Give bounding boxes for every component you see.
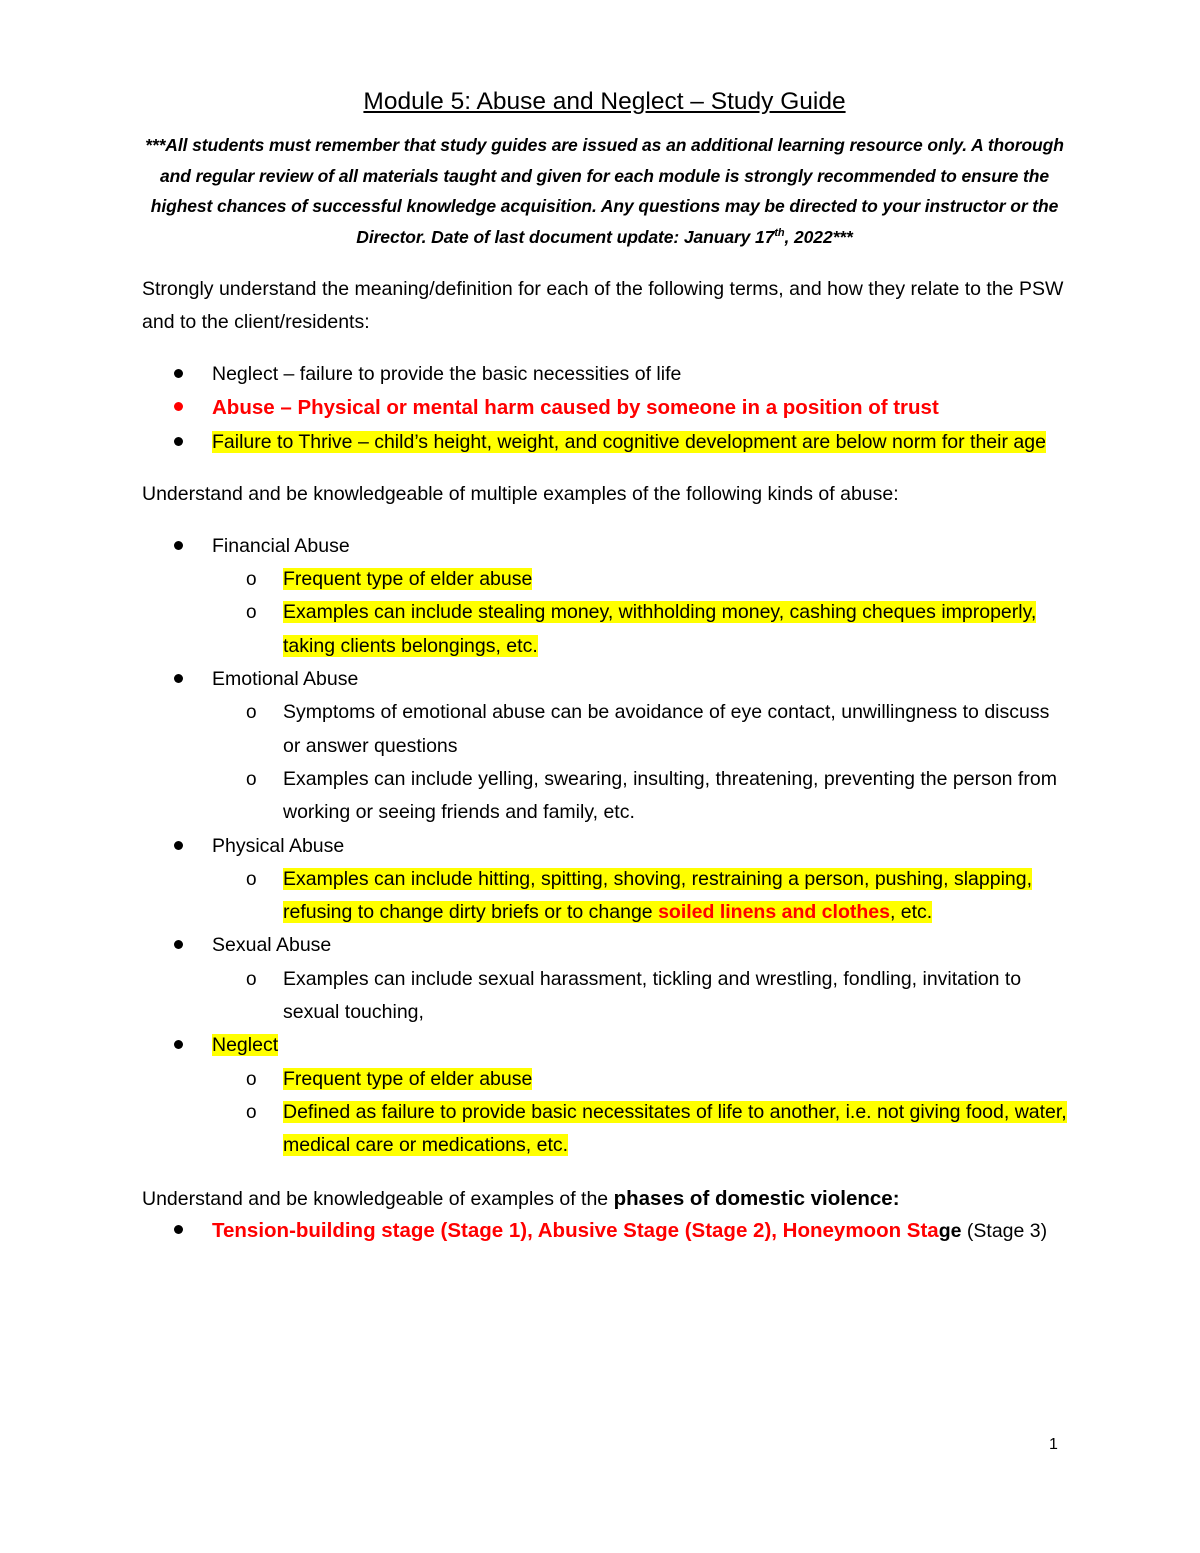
sub-item-text: Frequent type of elder abuse [283,1067,533,1090]
notice-superscript: th [774,226,785,239]
circle-bullet-icon: o [246,602,257,624]
term-text: Failure to Thrive – child’s height, weight, and cognitive development are below norm for their age [212,430,1046,453]
kind-label: Physical Abuse [212,834,345,857]
sub-item-text-red: soiled linens and clothes [658,901,890,924]
sub-item-text: Examples can include sexual harassment, tickling and wrestling, fondling, invitation to sexual touching, [283,967,1022,1024]
bullet-icon [174,437,183,446]
kind-label: Neglect [212,1034,279,1057]
sub-item-text: Examples can include yelling, swearing, insulting, threatening, preventing the person from working or seeing friends and family, etc. [283,767,1057,824]
term-text: Abuse – Physical or mental harm caused by someone in a position of trust [212,396,939,420]
phases-text: (Stage 3) [961,1219,1048,1242]
page-number: 1 [1049,1436,1058,1453]
circle-bullet-icon: o [246,768,257,790]
sub-item [142,1063,1067,1096]
kinds-list [142,530,1067,1163]
intro-phases-bold: phases of domestic violence: [613,1186,900,1210]
sub-item [142,963,1067,1030]
phases-list [142,1214,1067,1248]
sub-item [142,563,1067,596]
kind-label: Emotional Abuse [212,668,359,691]
intro-phases [142,1182,1067,1216]
intro-phases-text: Understand and be knowledgeable of examples of the [142,1187,614,1210]
sub-item-text-part: Examples can include hitting, spitting, shoving, restraining a person, pushing, slapping, refusing to change dirty briefs or to change [283,867,1033,924]
bullet-icon [174,674,183,683]
sub-item-text: Defined as failure to provide basic necessitates of life to another, i.e. not giving food, water, medical care or medications, etc. [283,1100,1067,1157]
document-title: Module 5: Abuse and Neglect – Study Guide [363,88,846,115]
kind-emotional [142,663,1067,696]
bullet-icon [174,1225,183,1234]
circle-bullet-icon: o [246,569,257,591]
sub-item [142,1096,1067,1163]
kind-label: Financial Abuse [212,534,350,557]
term-text: Neglect – failure to provide the basic necessities of life [212,363,682,385]
notice-paragraph [142,130,1067,252]
sub-item-text: Symptoms of emotional abuse can be avoidance of eye contact, unwillingness to discuss or answer questions [283,701,1050,757]
notice-text: ***All students must remember that study guides are issued as an additional learning resource only. A thorough and regular review of all materials taught and given for each module is strongly recommended to ensure the highest chances of successful knowledge acquisition. Any questions may be directed to your instructor or the Director. Date of last document update: January 17 [145,135,1064,247]
sub-item-text-part: , etc. [889,901,933,924]
bullet-icon [174,940,183,949]
circle-bullet-icon: o [246,968,257,990]
bullet-icon [174,841,183,850]
phases-text-red: Tension-building stage (Stage 1), Abusive Stage (Stage 2), Honeymoon Sta [212,1218,939,1242]
sub-item-text [283,868,1032,923]
bullet-icon [174,1040,183,1049]
document-page [142,84,1067,1248]
term-item-failure-to-thrive [142,426,1067,459]
sub-item-text: Examples can include stealing money, withholding money, cashing cheques improperly, taking clients belongings, etc. [283,601,1037,657]
sub-item [142,763,1067,830]
sub-item [142,696,1067,763]
circle-bullet-icon: o [246,1068,257,1090]
phases-item [142,1214,1067,1248]
term-item-neglect [142,358,1067,391]
circle-bullet-icon: o [246,702,257,724]
phases-text-bold: ge [938,1219,962,1242]
term-item-abuse [142,391,1067,425]
notice-tail: , 2022*** [784,226,853,247]
bullet-icon [174,541,183,550]
kind-sexual [142,929,1067,962]
intro-kinds: Understand and be knowledgeable of multiple examples of the following kinds of abuse: [142,482,899,505]
sub-item-text: Frequent type of elder abuse [283,568,533,591]
intro-terms: Strongly understand the meaning/definition for each of the following terms, and how they relate to the PSW and to the client/residents: [142,278,1064,333]
kind-physical [142,830,1067,863]
bullet-icon [174,369,183,378]
circle-bullet-icon: o [246,1101,257,1123]
kind-neglect [142,1029,1067,1062]
sub-item [142,596,1067,663]
kind-financial [142,530,1067,563]
sub-item [142,863,1067,930]
circle-bullet-icon: o [246,868,257,890]
kind-label: Sexual Abuse [212,934,332,957]
terms-list [142,358,1067,459]
bullet-icon [174,402,183,411]
